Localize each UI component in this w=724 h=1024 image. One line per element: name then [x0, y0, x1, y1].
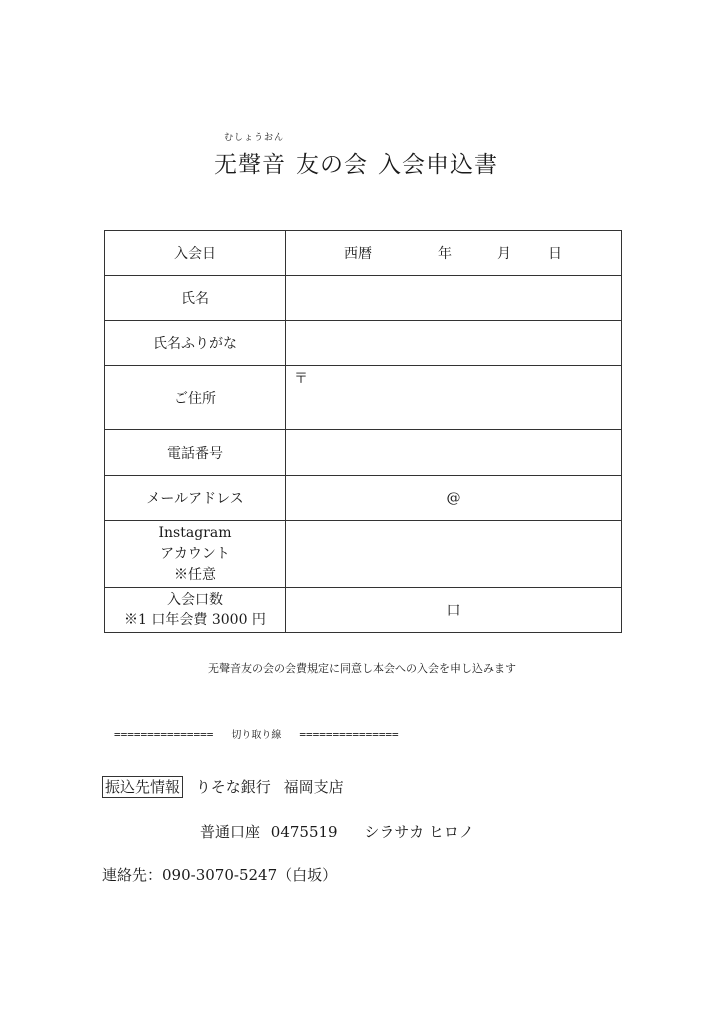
cut-line-left: ===============: [114, 728, 214, 741]
row-email: [105, 476, 622, 521]
page-title: [214, 146, 498, 179]
title-org: 无聲音: [214, 152, 286, 178]
row-instagram: [105, 521, 622, 588]
agreement-statement: 无聲音友の会の会費規定に同意し本会への入会を申し込みます: [208, 662, 516, 675]
phone-label: 電話番号: [105, 430, 286, 476]
instagram-label-line1: Instagram: [158, 524, 232, 541]
address-label: ご住所: [105, 366, 286, 430]
date-month: 月: [497, 246, 511, 262]
at-sign: @: [446, 490, 461, 506]
join-date-field[interactable]: [286, 231, 622, 276]
row-address: [105, 366, 622, 430]
account-type: 普通口座: [200, 823, 261, 841]
instagram-label-line3: ※任意: [174, 566, 216, 583]
units-label-line1: 入会口数: [167, 592, 223, 608]
units-suffix: 口: [446, 603, 461, 619]
cut-line: [114, 726, 614, 741]
units-label-line2: ※1 口年会費 3000 円: [124, 612, 266, 628]
units-field[interactable]: [286, 588, 622, 633]
account-info: [200, 821, 474, 842]
phone-field[interactable]: [286, 430, 622, 476]
account-holder: シラサカ ヒロノ: [364, 823, 474, 841]
email-label: メールアドレス: [105, 476, 286, 521]
row-name: [105, 276, 622, 321]
cut-line-right: ===============: [299, 728, 399, 741]
furigana-field[interactable]: [286, 321, 622, 366]
instagram-label: [105, 521, 286, 588]
contact-info: 連絡先：090-3070-5247（白坂）: [102, 866, 338, 884]
join-date-label: 入会日: [105, 231, 286, 276]
account-number: 0475519: [270, 823, 338, 841]
bank-info: [102, 776, 344, 797]
postal-mark-icon: 〒: [294, 371, 308, 387]
bank-heading: 振込先情報: [102, 776, 183, 798]
instagram-field[interactable]: [286, 521, 622, 588]
application-form-table: [104, 230, 622, 633]
date-year: 年: [438, 246, 452, 262]
address-field[interactable]: [286, 366, 622, 430]
furigana-label: 氏名ふりがな: [105, 321, 286, 366]
bank-branch: 福岡支店: [283, 778, 344, 796]
name-label: 氏名: [105, 276, 286, 321]
email-field[interactable]: [286, 476, 622, 521]
title-group: 友の会: [296, 152, 368, 178]
cut-line-label: 切り取り線: [231, 730, 282, 741]
bank-name: りそな銀行: [195, 778, 271, 796]
title-form: 入会申込書: [378, 152, 498, 178]
row-furigana: [105, 321, 622, 366]
row-phone: [105, 430, 622, 476]
row-units: [105, 588, 622, 633]
date-day: 日: [548, 246, 562, 262]
ruby-text: むしょうおん: [223, 133, 284, 143]
row-join-date: [105, 231, 622, 276]
date-era: 西暦: [344, 246, 372, 262]
name-field[interactable]: [286, 276, 622, 321]
instagram-label-line2: アカウント: [160, 545, 230, 562]
units-label: [105, 588, 286, 633]
